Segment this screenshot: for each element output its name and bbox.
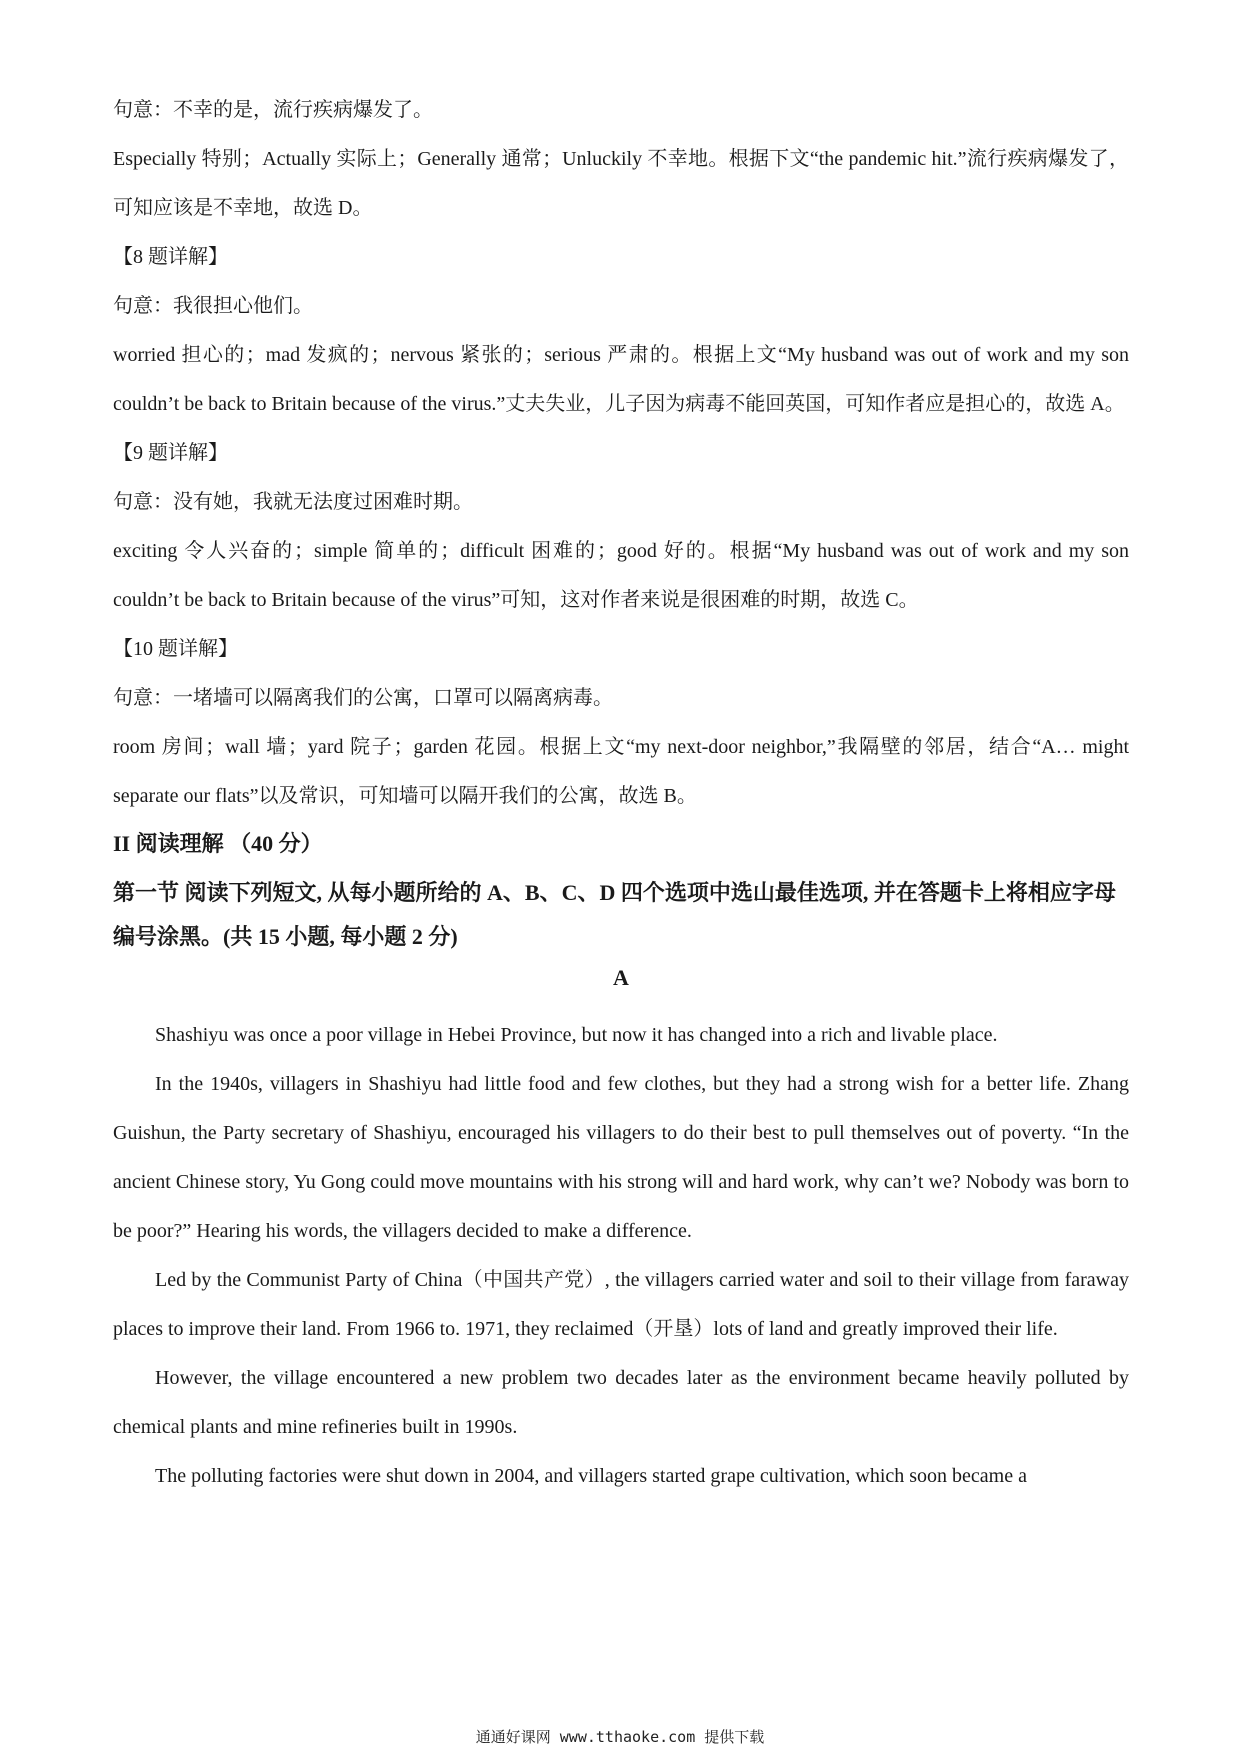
passage-paragraph: Shashiyu was once a poor village in Hebei Province, but now it has changed into a rich and livable place.	[155, 1024, 998, 1046]
q7-explanation: Especially 特别；Actually 实际上；Generally 通常；Unluckily 不幸地。根据下文“the pandemic hit.”流行疾病爆发了，可知应该是不幸地，故选 D。	[113, 148, 1129, 219]
q9-meaning: 句意：没有她，我就无法度过困难时期。	[113, 491, 473, 513]
q8-meaning: 句意：我很担心他们。	[113, 295, 313, 317]
reading-instruction: 第一节 阅读下列短文, 从每小题所给的 A、B、C、D 四个选项中选山最佳选项, 并在答题卡上将相应字母编号涂黑。(共 15 小题, 每小题 2 分)	[113, 880, 1116, 949]
passage-paragraph: In the 1940s, villagers in Shashiyu had little food and few clothes, but they had a strong wish for a better life. Zhang Guishun, the Party secretary of Shashiyu, encouraged his villagers to do their best to pull themselves out of poverty. “In the ancient Chinese story, Yu Gong could move mountains with his strong will and hard work, why can’t we? Nobody was born to be poor?” Hearing his words, the villagers decided to make a difference.	[113, 1073, 1129, 1242]
q8-explanation: worried 担心的；mad 发疯的；nervous 紧张的；serious 严肃的。根据上文“My husband was out of work and my son couldn’t be back to Britain because of the virus.”丈夫失业，儿子因为病毒不能回英国，可知作者应是担心的，故选 A。	[113, 344, 1129, 415]
q9-heading: 【9 题详解】	[113, 442, 228, 464]
passage-paragraph: The polluting factories were shut down in 2004, and villagers started grape cultivation, which soon became a	[155, 1465, 1027, 1487]
page-content	[113, 98, 1129, 1501]
reading-section-title: II 阅读理解 （40 分）	[113, 831, 323, 856]
footer-source: 通通好课网 www.tthaoke.com 提供下载	[475, 1728, 765, 1746]
q7-meaning: 句意：不幸的是，流行疾病爆发了。	[113, 99, 433, 121]
q9-explanation: exciting 令人兴奋的；simple 简单的；difficult 困难的；good 好的。根据“My husband was out of work and my son couldn’t be back to Britain because of the virus”可知，这对作者来说是很困难的时期，故选 C。	[113, 540, 1129, 611]
q8-heading: 【8 题详解】	[113, 246, 228, 268]
passage-paragraph: Led by the Communist Party of China（中国共产党）, the villagers carried water and soil to their village from faraway places to improve their land. From 1966 to. 1971, they reclaimed（开垦）lots of land and greatly improved their life.	[113, 1269, 1129, 1340]
q10-meaning: 句意：一堵墙可以隔离我们的公寓，口罩可以隔离病毒。	[113, 687, 613, 709]
passage-label: A	[613, 965, 629, 990]
q10-heading: 【10 题详解】	[113, 638, 238, 660]
q10-explanation: room 房间；wall 墙；yard 院子；garden 花园。根据上文“my next-door neighbor,”我隔壁的邻居，结合“A… might separate our flats”以及常识，可知墙可以隔开我们的公寓，故选 B。	[113, 736, 1129, 807]
passage-paragraph: However, the village encountered a new problem two decades later as the environment became heavily polluted by chemical plants and mine refineries built in 1990s.	[113, 1367, 1129, 1438]
